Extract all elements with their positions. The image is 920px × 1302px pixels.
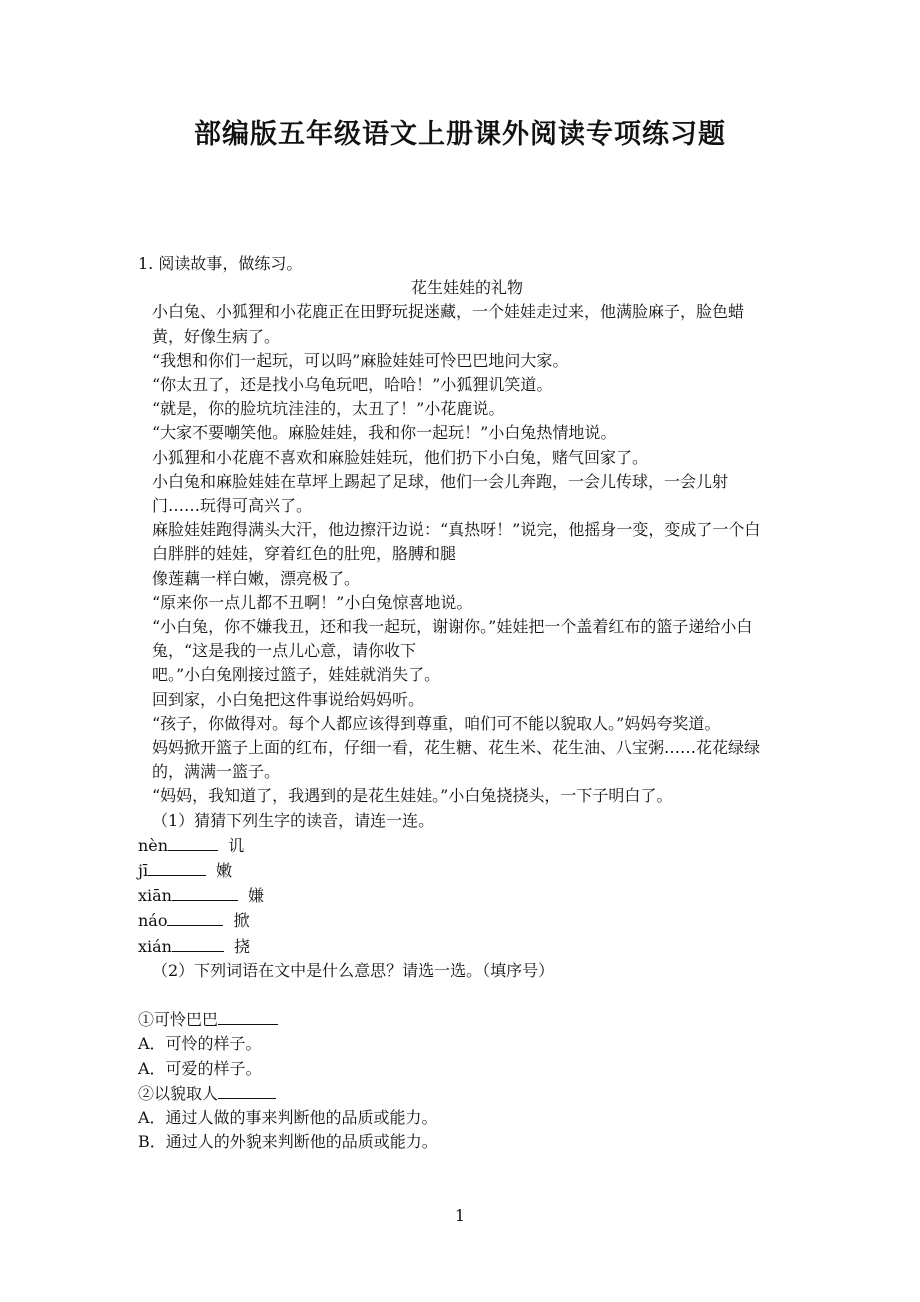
pinyin-row <box>138 908 774 933</box>
story-paragraph: “就是，你的脸坑坑洼洼的，太丑了！”小花鹿说。 <box>152 399 505 419</box>
part1-prompt: （1）猜猜下列生字的读音，请连一连。 <box>152 810 435 830</box>
story-paragraph: 小狐狸和小花鹿不喜欢和麻脸娃娃玩，他们扔下小白兔，赌气回家了。 <box>152 447 649 467</box>
story-paragraph: 像莲藕一样白嫩，漂亮极了。 <box>152 568 361 588</box>
story-paragraph: “孩子，你做得对。每个人都应该得到尊重，咱们可不能以貌取人。”妈妈夸奖道。 <box>152 713 721 733</box>
vocab-label: ②以貌取人 <box>138 1083 219 1103</box>
char-label: 挠 <box>233 936 250 956</box>
story-paragraph: 回到家，小白兔把这件事说给妈妈听。 <box>152 689 425 709</box>
answer-blank[interactable] <box>172 934 224 952</box>
page-number: 1 <box>454 1206 466 1225</box>
question-header: 1. 阅读故事，做练习。 <box>138 254 303 273</box>
part2-prompt: （2）下列词语在文中是什么意思？请选一选。（填序号） <box>152 960 555 980</box>
story-paragraph: “大家不要嘲笑他。麻脸娃娃，我和你一起玩！”小白兔热情地说。 <box>152 423 617 443</box>
pinyin-label: xián <box>138 936 172 956</box>
answer-blank[interactable] <box>167 908 223 926</box>
pinyin-row <box>138 934 774 959</box>
pinyin-row <box>138 833 774 858</box>
option: A．通过人做的事来判断他的品质或能力。 <box>138 1107 438 1127</box>
story-paragraph: “小白兔，你不嫌我丑，还和我一起玩，谢谢你。”娃娃把一个盖着红布的篮子递给小白兔，“这是我的一点儿心意，请你收下 <box>152 617 753 661</box>
story-paragraph: “我想和你们一起玩，可以吗”麻脸娃娃可怜巴巴地问大家。 <box>152 350 569 370</box>
answer-blank[interactable] <box>218 1081 276 1099</box>
vocab-label: ①可怜巴巴 <box>138 1010 219 1030</box>
char-label: 掀 <box>233 911 250 931</box>
spacer <box>138 983 774 1007</box>
story-paragraph: “妈妈，我知道了，我遇到的是花生娃娃。”小白兔挠挠头，一下子明白了。 <box>152 786 673 806</box>
page-title: 部编版五年级语文上册课外阅读专项练习题 <box>194 119 726 150</box>
option: A．可爱的样子。 <box>138 1058 262 1078</box>
story-paragraph: 麻脸娃娃跑得满头大汗，他边擦汗边说：“真热呀！”说完，他摇身一变，变成了一个白白胖胖的娃娃，穿着红色的肚兜，胳膊和腿 <box>152 520 761 564</box>
option: B．通过人的外貌来判断他的品质或能力。 <box>138 1132 438 1152</box>
pinyin-label: nèn <box>138 835 169 855</box>
story-paragraph: 吧。”小白兔刚接过篮子，娃娃就消失了。 <box>152 665 441 685</box>
char-label: 嫌 <box>247 886 264 906</box>
pinyin-label: xiān <box>138 886 172 906</box>
char-label: 嫩 <box>216 861 233 881</box>
char-label: 讥 <box>228 835 245 855</box>
answer-blank[interactable] <box>172 883 238 901</box>
answer-blank[interactable] <box>148 858 206 876</box>
story-paragraph: 妈妈掀开篮子上面的红布，仔细一看，花生糖、花生米、花生油、八宝粥……花花绿绿的，满满一篮子。 <box>152 738 761 782</box>
question-content <box>138 252 774 1154</box>
story-paragraph: “原来你一点儿都不丑啊！”小白兔惊喜地说。 <box>152 592 473 612</box>
pinyin-label: náo <box>138 911 168 931</box>
story-paragraph: “你太丑了，还是找小乌龟玩吧，哈哈！”小狐狸讥笑道。 <box>152 375 553 395</box>
pinyin-row <box>138 858 774 883</box>
pinyin-label: jī <box>138 861 149 881</box>
vocab-question <box>138 1007 774 1032</box>
pinyin-row <box>138 883 774 908</box>
option: A．可怜的样子。 <box>138 1034 262 1054</box>
story-body <box>138 300 774 808</box>
answer-blank[interactable] <box>168 833 218 851</box>
vocab-question <box>138 1081 774 1106</box>
story-paragraph: 小白兔、小狐狸和小花鹿正在田野玩捉迷藏，一个娃娃走过来，他满脸麻子，脸色蜡黄，好像生病了。 <box>152 302 745 346</box>
story-paragraph: 小白兔和麻脸娃娃在草坪上踢起了足球，他们一会儿奔跑，一会儿传球，一会儿射门……玩得可高兴了。 <box>152 471 729 516</box>
answer-blank[interactable] <box>218 1007 278 1025</box>
story-title: 花生娃娃的礼物 <box>410 278 523 298</box>
